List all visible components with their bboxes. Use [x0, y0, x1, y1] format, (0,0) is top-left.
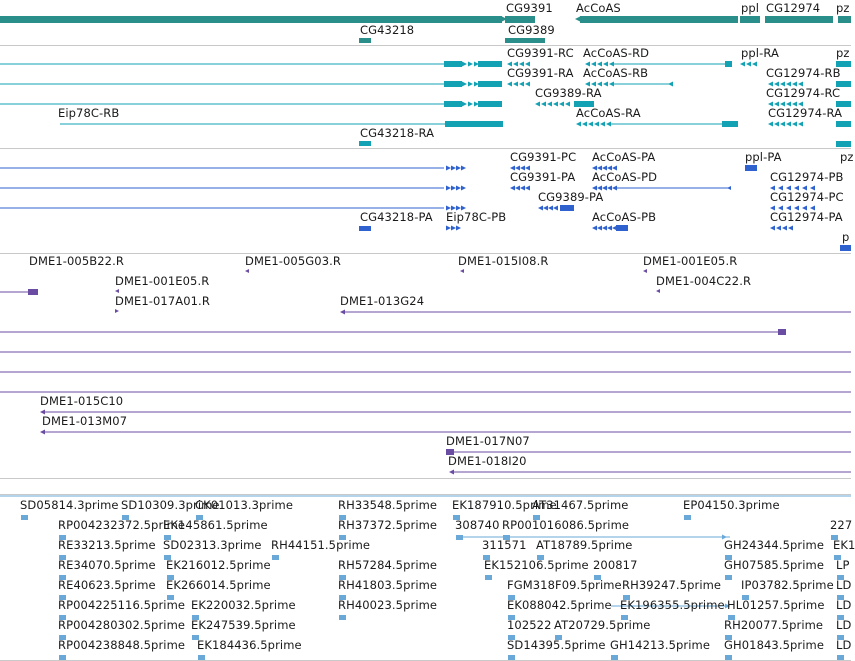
clone-label[interactable]: DME1-001E05.R — [115, 274, 210, 288]
clone-end[interactable] — [460, 269, 464, 273]
exon-arrow[interactable] — [582, 122, 587, 127]
exon-arrow[interactable] — [782, 226, 787, 231]
est-label[interactable]: RH40023.5prime — [338, 598, 438, 612]
est-label[interactable]: RP001016086.5prime — [502, 518, 630, 532]
transcript-exon[interactable] — [359, 141, 371, 146]
exon-arrow[interactable] — [456, 166, 461, 171]
est-label[interactable]: RH39247.5prime — [622, 578, 722, 592]
exon-arrow[interactable] — [603, 82, 608, 87]
clone-end[interactable] — [778, 329, 786, 335]
est-label[interactable]: EK196355.5prime — [620, 598, 725, 612]
protein-label[interactable]: CG9391-PC — [510, 150, 577, 164]
exon-arrow[interactable] — [451, 166, 456, 171]
est-label[interactable]: SD14395.5prime — [507, 638, 606, 652]
exon-arrow[interactable] — [788, 226, 793, 231]
est-label[interactable]: SD02313.3prime — [163, 538, 262, 552]
exon-arrow[interactable] — [740, 62, 745, 67]
exon-arrow[interactable] — [507, 82, 512, 87]
gene-model-pz[interactable] — [838, 16, 851, 23]
exon-arrow[interactable] — [768, 122, 773, 127]
est-label[interactable]: SD05814.3prime — [20, 498, 119, 512]
transcript-exon[interactable] — [444, 61, 462, 67]
est-feature[interactable] — [725, 655, 732, 660]
exon-arrow[interactable] — [513, 82, 518, 87]
est-label[interactable]: GH24344.5prime — [724, 538, 825, 552]
transcript-label[interactable]: AcCoAS-RB — [583, 66, 649, 80]
gene-model-eip78c[interactable] — [0, 16, 502, 23]
est-label[interactable]: 200817 — [593, 558, 638, 572]
est-label[interactable]: RP004225116.5prime — [58, 598, 186, 612]
clone-label[interactable]: DME1-013G24 — [340, 294, 425, 308]
est-label[interactable]: GH07585.5prime — [724, 558, 825, 572]
clone-label[interactable]: DME1-015C10 — [40, 394, 124, 408]
est-label[interactable]: EK1 — [833, 538, 855, 552]
est-label[interactable]: RE33213.5prime — [58, 538, 156, 552]
clone-label[interactable]: DME1-013M07 — [42, 414, 128, 428]
transcript-label[interactable]: CG12974-RA — [768, 106, 843, 120]
est-label[interactable]: LD — [836, 598, 852, 612]
transcript-label[interactable]: ppl-RA — [741, 46, 779, 60]
est-label[interactable]: EK184436.5prime — [197, 638, 302, 652]
est-label[interactable]: GH14213.5prime — [610, 638, 711, 652]
est-label[interactable]: LD — [836, 618, 852, 632]
transcript-label[interactable]: CG12974-RB — [766, 66, 841, 80]
transcript-label[interactable]: CG9389-RA — [535, 86, 602, 100]
protein-label[interactable]: p — [842, 230, 850, 244]
est-label[interactable]: EK088042.5prime — [507, 598, 612, 612]
est-label[interactable]: EK187910.5prime — [452, 498, 557, 512]
est-label[interactable]: RP004232372.5prime — [58, 518, 186, 532]
est-label[interactable]: RH20077.5prime — [724, 618, 824, 632]
clone-label[interactable]: DME1-018I20 — [448, 454, 527, 468]
est-label[interactable]: SD10309.3prime — [121, 498, 220, 512]
transcript-exon[interactable] — [725, 61, 732, 67]
est-feature[interactable] — [456, 535, 463, 540]
clone-end[interactable] — [656, 289, 660, 293]
exon-arrow[interactable] — [600, 122, 605, 127]
exon-arrow[interactable] — [602, 226, 607, 231]
est-label[interactable]: 227 — [830, 518, 853, 532]
est-feature[interactable] — [611, 655, 618, 660]
est-label[interactable]: AT31467.5prime — [532, 498, 629, 512]
transcript-exon[interactable] — [444, 81, 462, 87]
est-label[interactable]: RH41803.5prime — [338, 578, 438, 592]
est-label[interactable]: 102522 — [507, 618, 552, 632]
est-feature[interactable] — [485, 575, 492, 580]
exon-arrow[interactable] — [607, 186, 612, 191]
protein-label[interactable]: Eip78C-PB — [446, 210, 507, 224]
transcript-label[interactable]: CG9391-RA — [507, 66, 574, 80]
est-feature[interactable] — [684, 515, 691, 520]
exon-arrow[interactable] — [553, 102, 558, 107]
exon-arrow[interactable] — [446, 186, 451, 191]
exon-arrow[interactable] — [746, 62, 751, 67]
transcript-label[interactable]: AcCoAS-RD — [583, 46, 650, 60]
exon-arrow[interactable] — [535, 102, 540, 107]
est-label[interactable]: AT20729.5prime — [554, 618, 651, 632]
exon-arrow[interactable] — [468, 82, 473, 87]
exon-arrow[interactable] — [543, 206, 548, 211]
exon-arrow[interactable] — [559, 102, 564, 107]
clone-end[interactable] — [115, 289, 119, 293]
est-feature[interactable] — [339, 615, 346, 620]
protein-label[interactable]: pz — [840, 150, 854, 164]
est-feature[interactable] — [725, 575, 732, 580]
exon-arrow[interactable] — [565, 102, 570, 107]
clone-label[interactable]: DME1-017A01.R — [115, 294, 210, 308]
protein-label[interactable]: CG12974-PB — [770, 170, 844, 184]
transcript-label[interactable]: pz — [836, 46, 850, 60]
est-label[interactable]: EK220032.5prime — [191, 598, 296, 612]
exon-arrow[interactable] — [607, 226, 612, 231]
clone-label[interactable]: DME1-005B22.R — [29, 254, 124, 268]
protein-label[interactable]: AcCoAS-PA — [592, 150, 656, 164]
gene-model-cg9391[interactable] — [505, 16, 535, 23]
est-label[interactable]: RH37372.5prime — [338, 518, 438, 532]
gene-label[interactable]: pz — [836, 1, 850, 15]
transcript-exon[interactable] — [836, 121, 851, 127]
exon-arrow[interactable] — [594, 122, 599, 127]
est-label[interactable]: EK247539.5prime — [191, 618, 296, 632]
exon-arrow[interactable] — [541, 102, 546, 107]
exon-arrow[interactable] — [553, 206, 558, 211]
gene-model-ppl[interactable] — [740, 16, 760, 23]
clone-end[interactable] — [115, 309, 119, 313]
est-feature[interactable] — [508, 655, 515, 660]
clone-end[interactable] — [28, 289, 38, 295]
exon-arrow[interactable] — [451, 226, 456, 231]
est-label[interactable]: 311571 — [482, 538, 527, 552]
protein-label[interactable]: ppl-PA — [745, 150, 782, 164]
protein-block[interactable] — [359, 226, 371, 231]
protein-label[interactable]: AcCoAS-PD — [592, 170, 658, 184]
gene-label[interactable]: AcCoAS — [576, 1, 621, 15]
protein-block[interactable] — [560, 205, 574, 211]
gene-label[interactable]: CG9389 — [508, 23, 555, 37]
exon-arrow[interactable] — [576, 122, 581, 127]
protein-label[interactable]: CG43218-PA — [360, 210, 433, 224]
est-label[interactable]: IP03782.5prime — [741, 578, 834, 592]
exon-arrow[interactable] — [547, 102, 552, 107]
exon-arrow[interactable] — [510, 186, 515, 191]
exon-arrow[interactable] — [538, 206, 543, 211]
est-label[interactable]: 308740 — [455, 518, 500, 532]
est-label[interactable]: EK145861.5prime — [163, 518, 268, 532]
est-feature[interactable] — [198, 655, 205, 660]
gene-label[interactable]: ppl — [741, 1, 760, 15]
exon-arrow[interactable] — [462, 82, 467, 87]
gene-model-cg12974[interactable] — [765, 16, 833, 23]
strand-arrow[interactable] — [727, 186, 731, 190]
gene-model-cg43218[interactable] — [359, 38, 371, 43]
est-label[interactable]: GH01843.5prime — [724, 638, 825, 652]
transcript-exon[interactable] — [478, 61, 502, 67]
transcript-exon[interactable] — [722, 121, 738, 127]
transcript-label[interactable]: CG9391-RC — [507, 46, 574, 60]
clone-end[interactable] — [643, 269, 647, 273]
protein-block[interactable] — [616, 225, 628, 231]
clone-label[interactable]: DME1-001E05.R — [643, 254, 738, 268]
transcript-exon[interactable] — [444, 101, 462, 107]
est-label[interactable]: LD — [836, 578, 852, 592]
exon-arrow[interactable] — [592, 226, 597, 231]
transcript-label[interactable]: CG12974-RC — [766, 86, 841, 100]
est-feature[interactable] — [837, 655, 844, 660]
exon-arrow[interactable] — [468, 102, 473, 107]
exon-arrow[interactable] — [519, 82, 524, 87]
protein-label[interactable]: CG9389-PA — [538, 190, 604, 204]
exon-arrow[interactable] — [770, 226, 775, 231]
transcript-exon[interactable] — [836, 141, 851, 147]
protein-block[interactable] — [840, 245, 851, 251]
est-label[interactable]: RP004238848.5prime — [58, 638, 186, 652]
exon-arrow[interactable] — [456, 226, 461, 231]
exon-arrow[interactable] — [588, 122, 593, 127]
est-label[interactable]: RE40623.5prime — [58, 578, 156, 592]
transcript-label[interactable]: Eip78C-RB — [58, 106, 120, 120]
exon-arrow[interactable] — [461, 166, 466, 171]
transcript-exon[interactable] — [478, 101, 502, 107]
protein-label[interactable]: AcCoAS-PB — [592, 210, 657, 224]
est-label[interactable]: EP04150.3prime — [683, 498, 780, 512]
transcript-label[interactable]: AcCoAS-RA — [576, 106, 641, 120]
gene-strand-arrow[interactable] — [575, 17, 580, 22]
est-label[interactable]: EK216012.5prime — [166, 558, 271, 572]
transcript-label[interactable]: CG43218-RA — [360, 126, 435, 140]
est-feature[interactable] — [59, 655, 66, 660]
exon-arrow[interactable] — [776, 226, 781, 231]
strand-arrow[interactable] — [668, 82, 673, 87]
gene-label[interactable]: CG43218 — [360, 23, 415, 37]
exon-arrow[interactable] — [461, 186, 466, 191]
exon-arrow[interactable] — [468, 62, 473, 67]
exon-arrow[interactable] — [774, 122, 779, 127]
clone-label[interactable]: DME1-004C22.R — [656, 274, 752, 288]
exon-arrow[interactable] — [462, 102, 467, 107]
exon-arrow[interactable] — [456, 186, 461, 191]
est-label[interactable]: HL01257.5prime — [727, 598, 825, 612]
exon-arrow[interactable] — [752, 62, 757, 67]
est-label[interactable]: RH44151.5prime — [271, 538, 371, 552]
exon-arrow[interactable] — [798, 122, 803, 127]
exon-arrow[interactable] — [462, 62, 467, 67]
gene-model-cg9389[interactable] — [505, 38, 545, 43]
est-label[interactable]: CK01013.3prime — [195, 498, 294, 512]
est-label[interactable]: AT18789.5prime — [536, 538, 633, 552]
transcript-exon[interactable] — [445, 121, 503, 127]
est-label[interactable]: EK152106.5prime — [484, 558, 589, 572]
exon-arrow[interactable] — [520, 186, 525, 191]
protein-label[interactable]: CG12974-PA — [770, 210, 843, 224]
exon-arrow[interactable] — [515, 186, 520, 191]
est-label[interactable]: RH57284.5prime — [338, 558, 438, 572]
exon-arrow[interactable] — [548, 206, 553, 211]
clone-label[interactable]: DME1-005G03.R — [245, 254, 341, 268]
est-label[interactable]: LD — [836, 638, 852, 652]
est-label[interactable]: FGM318F09.5prime — [507, 578, 622, 592]
est-feature[interactable] — [272, 555, 279, 560]
clone-label[interactable]: DME1-017N07 — [446, 434, 530, 448]
protein-label[interactable]: CG9391-PA — [510, 170, 576, 184]
est-feature[interactable] — [21, 515, 28, 520]
est-label[interactable]: RE34070.5prime — [58, 558, 156, 572]
exon-arrow[interactable] — [792, 122, 797, 127]
exon-arrow[interactable] — [780, 122, 785, 127]
est-label[interactable]: EK266014.5prime — [166, 578, 271, 592]
exon-arrow[interactable] — [446, 226, 451, 231]
est-label[interactable]: LP — [836, 558, 850, 572]
transcript-exon[interactable] — [478, 81, 502, 87]
protein-label[interactable]: CG12974-PC — [770, 190, 844, 204]
protein-block[interactable] — [745, 165, 757, 171]
exon-arrow[interactable] — [597, 226, 602, 231]
exon-arrow[interactable] — [451, 186, 456, 191]
gene-label[interactable]: CG9391 — [506, 1, 553, 15]
exon-arrow[interactable] — [525, 186, 530, 191]
clone-end[interactable] — [245, 269, 249, 273]
gene-model-accoas[interactable] — [580, 16, 738, 23]
est-label[interactable]: RP004280302.5prime — [58, 618, 186, 632]
exon-arrow[interactable] — [525, 82, 530, 87]
exon-arrow[interactable] — [786, 122, 791, 127]
gene-label[interactable]: CG12974 — [766, 1, 821, 15]
exon-arrow[interactable] — [446, 166, 451, 171]
est-label[interactable]: RH33548.5prime — [338, 498, 438, 512]
clone-label[interactable]: DME1-015I08.R — [458, 254, 549, 268]
